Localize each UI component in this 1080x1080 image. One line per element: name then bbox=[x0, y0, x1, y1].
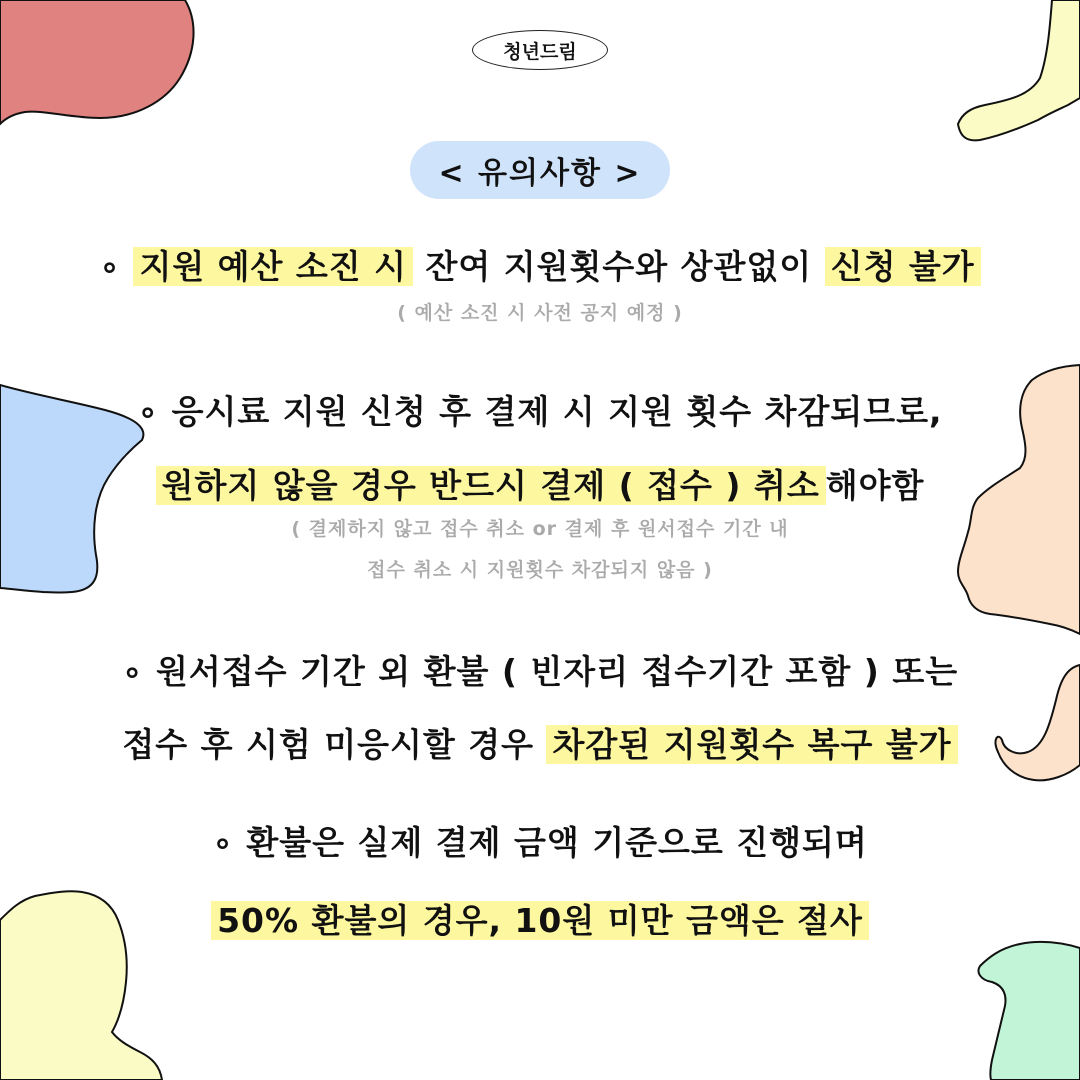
notice-text: 해야함 bbox=[825, 466, 925, 505]
notice-2-note-1: ( 결제하지 않고 접수 취소 or 결제 후 원서접수 기간 내 bbox=[291, 518, 789, 540]
highlight-text: 신청 불가 bbox=[825, 247, 981, 286]
yellow-blob-top-right bbox=[958, 0, 1080, 140]
highlight-text: 지원 예산 소진 시 bbox=[133, 247, 413, 286]
highlight-text: 50% 환불의 경우, 10원 미만 금액은 절사 bbox=[211, 901, 869, 940]
notice-text: 잔여 지원횟수와 상관없이 bbox=[413, 247, 825, 286]
brand-badge: 청년드림 bbox=[472, 30, 608, 70]
red-blob bbox=[0, 0, 194, 124]
notice-2-line-2 bbox=[0, 460, 1080, 507]
notice-text: 접수 후 시험 미응시할 경우 bbox=[122, 725, 547, 764]
notice-3-line-1: ∘ 원서접수 기간 외 환불 ( 빈자리 접수기간 포함 ) 또는 bbox=[121, 652, 959, 691]
notice-2-line-1: ∘ 응시료 지원 신청 후 결제 시 지원 횟수 차감되므로, bbox=[137, 392, 943, 431]
bullet-text: ∘ bbox=[99, 247, 134, 286]
green-blob bbox=[979, 942, 1080, 1080]
page-title: < 유의사항 > bbox=[410, 141, 670, 199]
notice-2-note-2: 접수 취소 시 지원횟수 차감되지 않음 ) bbox=[367, 559, 713, 581]
notice-3-line-2 bbox=[0, 719, 1080, 766]
notice-4-line-1: ∘ 환불은 실제 결제 금액 기준으로 진행되며 bbox=[212, 823, 868, 862]
notice-1-note: ( 예산 소진 시 사전 공지 예정 ) bbox=[397, 302, 683, 324]
highlight-text: 원하지 않을 경우 반드시 결제 ( 접수 ) 취소 bbox=[156, 466, 826, 505]
notice-4-line-2 bbox=[0, 895, 1080, 942]
highlight-text: 차감된 지원횟수 복구 불가 bbox=[546, 725, 957, 764]
notice-1-line bbox=[0, 241, 1080, 288]
